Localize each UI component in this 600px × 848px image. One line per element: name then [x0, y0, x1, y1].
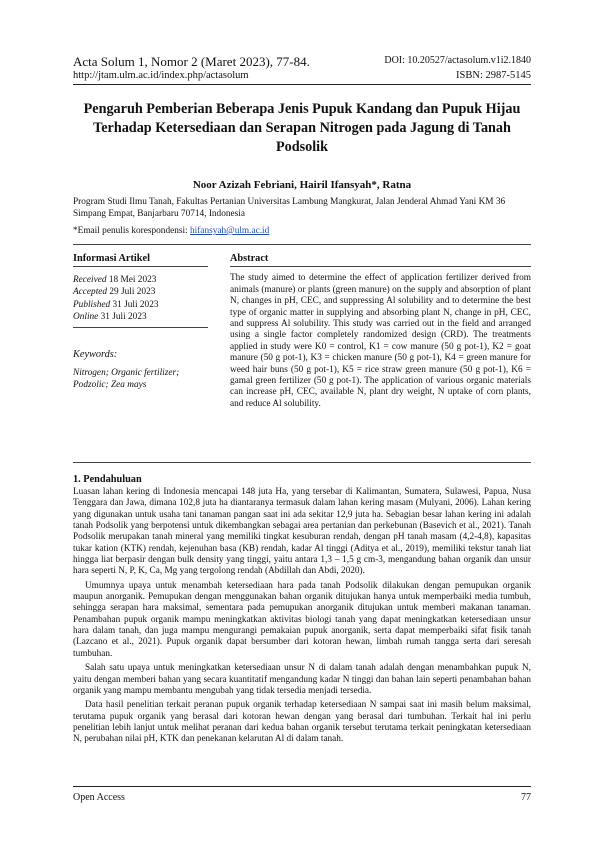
- header-rule: [73, 84, 531, 85]
- section-heading: 1. Pendahuluan: [73, 474, 142, 485]
- introduction-body: [73, 487, 531, 749]
- article-info: [73, 253, 208, 392]
- keywords-heading: Keywords:: [73, 349, 118, 361]
- open-access-label: Open Access: [73, 792, 125, 803]
- paragraph: Data hasil penelitian terkait peranan pupuk organik terhadap ketersediaan N sampai saat ini masih belum maksimal, terutama pupuk organik yang berasal dari kotoran hewan dengan yang berasal dari tumbuhan. Terkait hal ini perlu penelitian lebih lanjut untuk melihat peranan dari kedua bahan organik tersebut terutama terkait peningkatan ketersediaan N, perubahan nilai pH, KTK dan penekanan kelarutan Al di dalam tanah.: [73, 700, 531, 745]
- paragraph: Salah satu upaya untuk meningkatkan ketersediaan unsur N di dalam tanah adalah dengan menambahkan pupuk N, yaitu dengan memberi bahan yang secara kuantitatif mengandung kadar N tinggi dan bahan lain seperti penambahan bahan organik yang mampu membantu mengubah yang tidak tersedia menjadi tersedia.: [73, 663, 531, 696]
- history-item: Online 31 Juli 2023: [73, 311, 147, 322]
- affiliation: Program Studi Ilmu Tanah, Fakultas Pertanian Universitas Lambung Mangkurat, Jalan Jenderal Ahmad Yani KM 36 Simpang Empat, Banjarbaru 70714, Indonesia: [73, 197, 506, 219]
- email-label: *Email penulis korespondensi:: [73, 226, 188, 236]
- footer-rule: [73, 786, 531, 787]
- abstract-heading: Abstract: [230, 253, 269, 264]
- abstract-text: The study aimed to determine the effect of application fertilizer derived from animals (manure) or plants (green manure) on the supply and absorption of plant N, changes in pH, CEC, and suppressing Al solubility and to determine the best type of organic matter in supplying and absorbing plant N, change in pH, CEC, and suppress Al solubility. This study was carried out in the field and arranged using a single factor completely randomized design (CRD). The treatments applied in study were K0 = control, K1 = cow manure (50 g pot-1), K2 = goat manure (50 g pot-1), K3 = chicken manure (50 g pot-1), K4 = green manure for weed hair buns (50 g pot-1), K5 = rice straw green manure (50 g pot-1), K6 = gamal green fertilizer (50 g pot-1). The application of various organic materials can increase pH, CEC, available N, plant dry weight, N uptake of corn plants, and reduce Al solubility.: [230, 273, 531, 409]
- paragraph: Umumnya upaya untuk menambah ketersediaan hara pada tanah Podsolik dilakukan dengan pemupukan organik maupun anorganik. Pemupukan dengan menggunakan bahan organik ditujukan hanya untuk memperbaiki media tumbuh, sehingga serapan hara maksimal, sementara pada pemupukan anorganik ditujukan untuk memberi makanan tanaman. Penambahan pupuk organik mampu meningkatkan aktivitas biologi tanah yang dapat meningkatkan ketersediaan unsur hara dalam tanah, dan juga mampu mengurangi pemakaian pupuk anorganik, serta dapat memperbaiki sifat fisik tanah (Lazcano et al., 2021). Pupuk organik dapat bersumber dari kotoran hewan, limbah rumah tangga serta dari seresah tumbuhan.: [73, 580, 531, 659]
- history-item: Received 18 Mei 2023: [73, 275, 157, 286]
- paragraph: Luasan lahan kering di Indonesia mencapai 148 juta Ha, yang tersebar di Kalimantan, Sumatera, Sulawesi, Papua, Nusa Tenggara dan Jawa, dimana 102,8 juta ha diantaranya termasuk dalam lahan kering masam (Mulyani, 2006). Lahan kering yang digunakan untuk usaha tani tanaman pangan saat ini ada sekitar 12,9 juta ha. Sebagian besar lahan kering ini adalah tanah Podsolik yang berpotensi untuk dikembangkan sebagai area pertanian dan perkebunan (Basevich et al., 2021). Tanah Podsolik merupakan tanah mineral yang memiliki tingkat kesuburan rendah, dengan pH tanah masam (4,2-4,8), kapasitas tukar kation (KTK) rendah, kejenuhan basa (KB) rendah, kadar Al tinggi (Aditya et al., 2019), memiliki tekstur tanah liat hingga liat berpasir dengan bulk density yang tinggi, yaitu antara 1,3 – 1,5 g cm-3, mengandung bahan organik dan unsur hara seperti N, P, K, Ca, Mg yang tergolong rendah (Abdillah dan Abdi, 2020).: [73, 487, 531, 577]
- authors: Noor Azizah Febriani, Hairil Ifansyah*, Ratna: [192, 179, 412, 191]
- issn: ISBN: 2987-5145: [456, 70, 531, 81]
- corresponding-email: [73, 226, 531, 236]
- email-link[interactable]: hifansyah@ulm.ac.id: [189, 226, 270, 236]
- article-history: [73, 274, 208, 323]
- doi: DOI: 10.20527/actasolum.v1i2.1840: [384, 55, 531, 66]
- history-item: Accepted 29 Juli 2023: [73, 287, 156, 298]
- history-item: Published 31 Juli 2023: [73, 299, 159, 310]
- abstract-bottom-rule: [73, 462, 531, 463]
- info-rule: [73, 266, 208, 267]
- keywords: Nitrogen; Organic fertilizer; Podzolic; Zea mays: [73, 368, 180, 391]
- article-info-heading: Informasi Artikel: [73, 253, 150, 264]
- abstract: [230, 253, 531, 410]
- affiliation-rule: [73, 244, 531, 245]
- paper-title: Pengaruh Pemberian Beberapa Jenis Pupuk Kandang dan Pupuk Hijau Terhadap Ketersediaan dan Serapan Nitrogen pada Jagung di Tanah Podsolik: [83, 101, 521, 155]
- journal-url[interactable]: http://jtam.ulm.ac.id/index.php/actasolum: [73, 70, 249, 81]
- page-number: 77: [521, 792, 531, 803]
- journal-citation: Acta Solum 1, Nomor 2 (Maret 2023), 77-84.: [73, 54, 310, 69]
- keywords-rule: [73, 327, 208, 328]
- abstract-rule: [230, 266, 531, 267]
